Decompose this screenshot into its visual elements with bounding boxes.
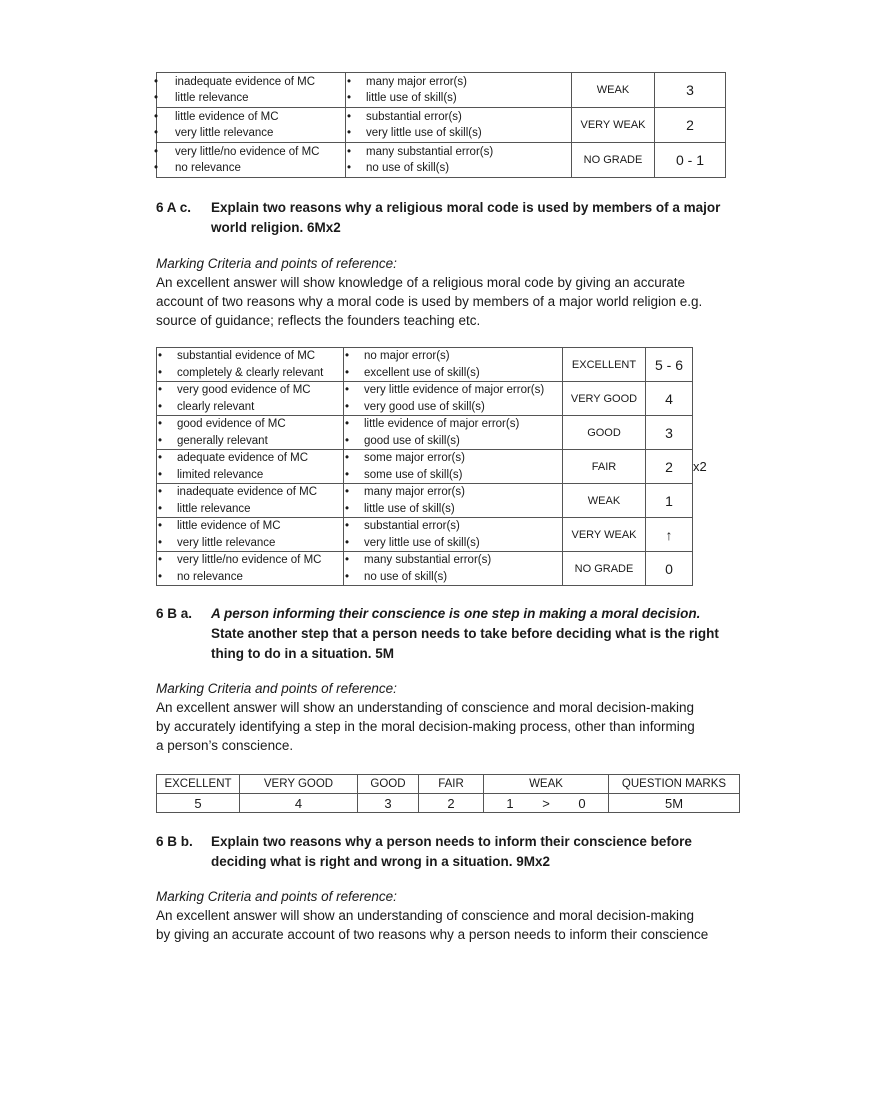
criteria-cell [157, 552, 344, 586]
grade-label: WEAK [572, 73, 655, 108]
error-item: • many major error(s) [344, 484, 562, 501]
error-item: • some major error(s) [344, 450, 562, 467]
paragraph-line: account of two reasons why a moral code is used by members of a major world religion e.g. [156, 294, 703, 309]
error-item: • little evidence of major error(s) [344, 416, 562, 433]
criteria-item: • generally relevant [157, 433, 343, 450]
error-item: • substantial error(s) [346, 109, 571, 126]
error-item: • very good use of skill(s) [344, 399, 562, 416]
criteria-item: • good evidence of MC [157, 416, 343, 433]
criteria-title: Marking Criteria and points of reference: [156, 256, 397, 271]
table-row [157, 382, 707, 416]
mark-value: 4 [646, 382, 693, 416]
criteria-item: • very little/no evidence of MC [157, 552, 343, 569]
table-row [157, 143, 726, 178]
question-line: Explain two reasons why a person needs to inform their conscience before [211, 834, 692, 849]
criteria-item: • substantial evidence of MC [157, 348, 343, 365]
question-number: 6 B b. [156, 834, 193, 849]
criteria-paragraph [156, 698, 741, 755]
error-cell [346, 143, 572, 178]
paragraph-line: by accurately identifying a step in the moral decision-making process, other than informing [156, 719, 695, 734]
question-line: Explain two reasons why a religious moral code is used by members of a major [211, 200, 721, 215]
criteria-item: • no relevance [157, 160, 345, 177]
mark-value: 5 - 6 [646, 348, 693, 382]
error-item: • substantial error(s) [344, 518, 562, 535]
error-cell [344, 348, 563, 382]
column-header: FAIR [419, 775, 484, 794]
question-text [211, 198, 741, 238]
criteria-item: • little evidence of MC [157, 109, 345, 126]
grade-label: VERY GOOD [563, 382, 646, 416]
table-row [157, 484, 707, 518]
table-row [157, 348, 707, 382]
mark-value: 5 [157, 794, 240, 813]
question-text [211, 604, 741, 664]
grade-label: WEAK [563, 484, 646, 518]
criteria-item: • no relevance [157, 569, 343, 586]
column-header: EXCELLENT [157, 775, 240, 794]
table-row [157, 518, 707, 552]
table-row [157, 794, 740, 813]
paragraph-line: source of guidance; reflects the founders teaching etc. [156, 313, 481, 328]
question-number: 6 B a. [156, 606, 193, 621]
error-item: • no major error(s) [344, 348, 562, 365]
mark-value: 0 [646, 552, 693, 586]
question-line: A person informing their conscience is one step in making a moral decision. [211, 606, 701, 621]
error-item: • very little use of skill(s) [344, 535, 562, 552]
column-header: GOOD [358, 775, 419, 794]
paragraph-line: by giving an accurate account of two reasons why a person needs to inform their conscience [156, 927, 709, 942]
criteria-item: • clearly relevant [157, 399, 343, 416]
criteria-item: • little relevance [157, 501, 343, 518]
grade-label: VERY WEAK [563, 518, 646, 552]
criteria-cell [157, 348, 344, 382]
mark-value: 2 [655, 108, 726, 143]
error-item: • very little evidence of major error(s) [344, 382, 562, 399]
grade-label: FAIR [563, 450, 646, 484]
criteria-cell [157, 143, 346, 178]
mark-value: 3 [646, 416, 693, 450]
column-header: WEAK [484, 775, 609, 794]
criteria-item: • completely & clearly relevant [157, 365, 343, 382]
mark-value: 4 [240, 794, 358, 813]
error-item: • good use of skill(s) [344, 433, 562, 450]
criteria-cell [157, 108, 346, 143]
error-cell [346, 73, 572, 108]
table-row [157, 73, 726, 108]
question-number: 6 A c. [156, 200, 192, 215]
criteria-item: • little relevance [157, 90, 345, 107]
marking-table-6ac [156, 347, 707, 586]
mark-value: 0 [578, 795, 586, 811]
grade-label: NO GRADE [563, 552, 646, 586]
column-header: QUESTION MARKS [609, 775, 740, 794]
grade-label: VERY WEAK [572, 108, 655, 143]
criteria-item: • inadequate evidence of MC [157, 484, 343, 501]
table-row [157, 416, 707, 450]
criteria-item: • adequate evidence of MC [157, 450, 343, 467]
error-cell [344, 484, 563, 518]
error-item: • many major error(s) [346, 74, 571, 91]
error-item: • little use of skill(s) [346, 90, 571, 107]
weak-range-cell [484, 794, 609, 813]
error-cell [344, 450, 563, 484]
error-cell [346, 108, 572, 143]
table-row [157, 108, 726, 143]
multiplier-label: x2 [693, 459, 707, 474]
column-header: VERY GOOD [240, 775, 358, 794]
table-header-row [157, 775, 740, 794]
mark-value: 3 [655, 73, 726, 108]
criteria-cell [157, 450, 344, 484]
mark-value: 2 [419, 794, 484, 813]
error-item: • some use of skill(s) [344, 467, 562, 484]
mark-value: 1 [646, 484, 693, 518]
criteria-item: • very little relevance [157, 125, 345, 142]
criteria-cell [157, 73, 346, 108]
error-item: • many substantial error(s) [346, 144, 571, 161]
error-item: • no use of skill(s) [344, 569, 562, 586]
criteria-paragraph [156, 906, 741, 944]
error-item: • excellent use of skill(s) [344, 365, 562, 382]
criteria-item: • very little/no evidence of MC [157, 144, 345, 161]
criteria-cell [157, 484, 344, 518]
criteria-title: Marking Criteria and points of reference: [156, 889, 397, 904]
mark-value: 0 - 1 [655, 143, 726, 178]
range-arrow-icon: > [542, 795, 550, 811]
question-text [211, 832, 741, 872]
question-line: deciding what is right and wrong in a situation. 9Mx2 [211, 854, 551, 869]
criteria-paragraph [156, 273, 741, 330]
table-row [157, 450, 707, 484]
marking-table-top [156, 72, 726, 178]
criteria-cell [157, 416, 344, 450]
question-marks-value: 5M [609, 794, 740, 813]
arrow-up-icon: ↑ [646, 518, 693, 552]
question-line: State another step that a person needs to take before deciding what is the right [211, 626, 719, 641]
mark-value: 3 [358, 794, 419, 813]
criteria-item: • very good evidence of MC [157, 382, 343, 399]
criteria-title: Marking Criteria and points of reference: [156, 681, 397, 696]
question-line: thing to do in a situation. 5M [211, 646, 394, 661]
marking-table-6ba [156, 774, 740, 813]
criteria-cell [157, 382, 344, 416]
table-row [157, 552, 707, 586]
error-item: • no use of skill(s) [346, 160, 571, 177]
paragraph-line: An excellent answer will show an understanding of conscience and moral decision-making [156, 908, 695, 923]
grade-label: EXCELLENT [563, 348, 646, 382]
criteria-cell [157, 518, 344, 552]
mark-value: 2 [646, 450, 693, 484]
mark-value: 1 [506, 795, 514, 811]
error-item: • very little use of skill(s) [346, 125, 571, 142]
error-cell [344, 518, 563, 552]
criteria-item: • limited relevance [157, 467, 343, 484]
error-item: • many substantial error(s) [344, 552, 562, 569]
criteria-item: • little evidence of MC [157, 518, 343, 535]
paragraph-line: a person’s conscience. [156, 738, 294, 753]
question-line: world religion. 6Mx2 [211, 220, 341, 235]
error-item: • little use of skill(s) [344, 501, 562, 518]
criteria-item: • inadequate evidence of MC [157, 74, 345, 91]
paragraph-line: An excellent answer will show an understanding of conscience and moral decision-making [156, 700, 695, 715]
error-cell [344, 382, 563, 416]
grade-label: NO GRADE [572, 143, 655, 178]
grade-label: GOOD [563, 416, 646, 450]
error-cell [344, 552, 563, 586]
paragraph-line: An excellent answer will show knowledge of a religious moral code by giving an accurate [156, 275, 686, 290]
criteria-item: • very little relevance [157, 535, 343, 552]
error-cell [344, 416, 563, 450]
